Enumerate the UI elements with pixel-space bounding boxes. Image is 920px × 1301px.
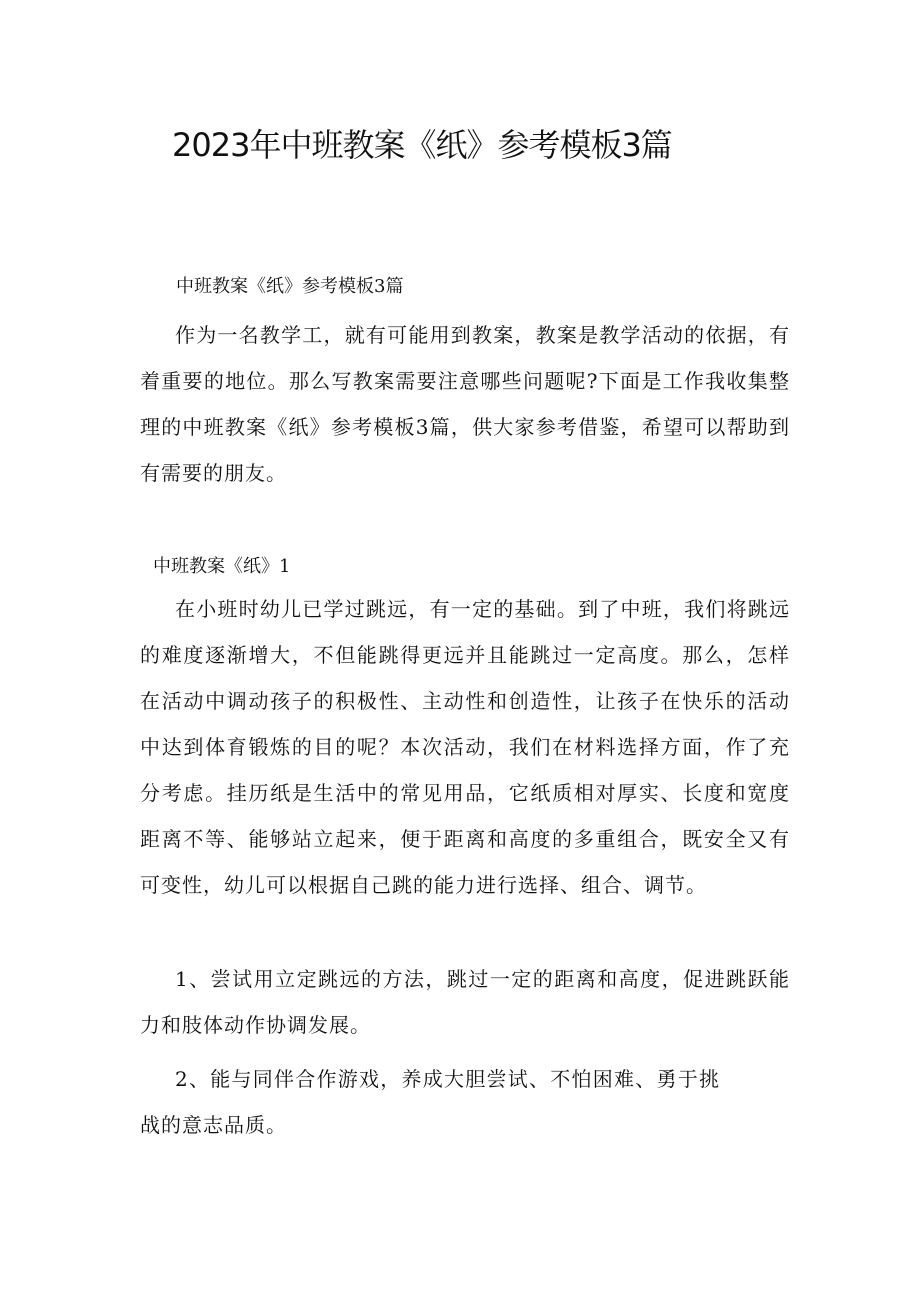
section-heading: 中班教案《纸》1 bbox=[153, 556, 291, 577]
goal-item-1: 1、尝试用立定跳远的方法，跳过一定的距离和高度，促进跳跃能力和肢体动作协调发展。 bbox=[140, 967, 790, 1037]
intro-paragraph: 作为一名教学工，就有可能用到教案，教案是教学活动的依据，有着重要的地位。那么写教案需要注意哪些问题呢?下面是工作我收集整理的中班教案《纸》参考模板3篇，供大家参考借鉴，希望可以帮助到有需要的朋友。 bbox=[140, 323, 790, 485]
goal-item-2: 2、能与同伴合作游戏，养成大胆尝试、不怕困难、勇于挑战的意志品质。 bbox=[140, 1067, 720, 1137]
section-paragraph: 在小班时幼儿已学过跳远，有一定的基础。到了中班，我们将跳远的难度逐渐增大，不但能跳得更远并且能跳过一定高度。那么，怎样在活动中调动孩子的积极性、主动性和创造性，让孩子在快乐的活动中达到体育锻炼的目的呢？本次活动，我们在材料选择方面，作了充分考虑。挂历纸是生活中的常见用品，它纸质相对厚实、长度和宽度距离不等、能够站立起来，便于距离和高度的多重组合，既安全又有可变性，幼儿可以根据自己跳的能力进行选择、组合、调节。 bbox=[140, 597, 790, 897]
document-subtitle: 中班教案《纸》参考模板3篇 bbox=[176, 276, 404, 297]
document-title: 2023年中班教案《纸》参考模板3篇 bbox=[172, 126, 672, 164]
